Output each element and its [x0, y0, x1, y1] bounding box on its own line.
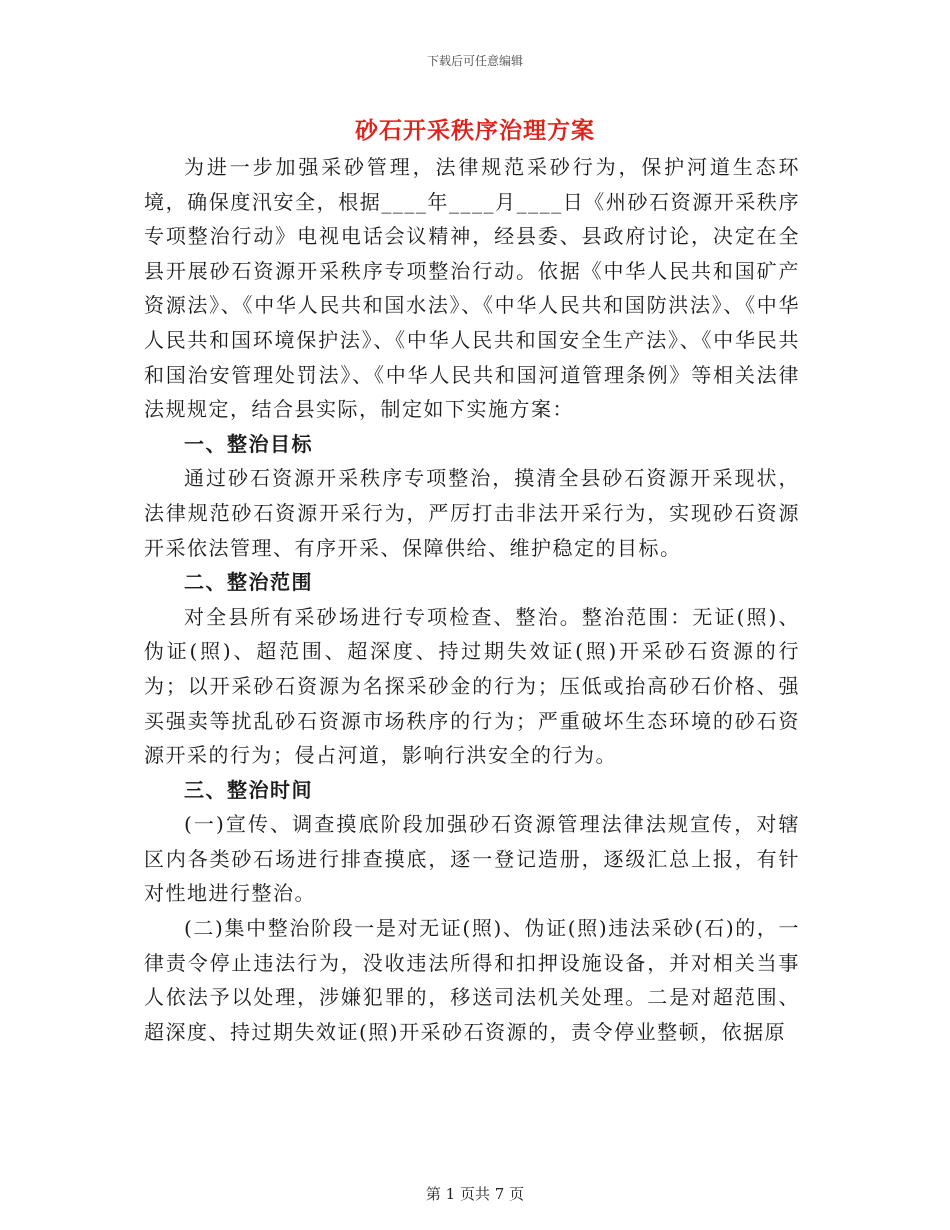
- document-title: 砂石开采秩序治理方案: [355, 117, 595, 144]
- document-body: [144, 150, 800, 1049]
- intro-paragraph: 为进一步加强采砂管理，法律规范采砂行为，保护河道生态环境，确保度汛安全，根据____年____月____日《州砂石资源开采秩序专项整治行动》电视电话会议精神，经县委、县政府讨论，决定在全县开展砂石资源开采秩序专项整治行动。依据《中华人民共和国矿产资源法》、《中华人民共和国水法》、《中华人民共和国防洪法》、《中华人民共和国环境保护法》、《中华人民共和国安全生产法》、《中华民共和国治安管理处罚法》、《中华人民共和国河道管理条例》等相关法律法规规定，结合县实际，制定如下实施方案：: [144, 155, 800, 422]
- section-paragraph-scope: 对全县所有采砂场进行专项检查、整治。整治范围：无证(照)、伪证(照)、超范围、超深度、持过期失效证(照)开采砂石资源的行为；以开采砂石资源为名探采砂金的行为；压低或抬高砂石价格、强买强卖等扰乱砂石资源市场秩序的行为；严重破坏生态环境的砂石资源开采的行为；侵占河道，影响行洪安全的行为。: [144, 604, 800, 768]
- section-heading-scope: 二、整治范围: [184, 570, 313, 595]
- section-paragraph-goals: 通过砂石资源开采秩序专项整治，摸清全县砂石资源开采现状，法律规范砂石资源开采行为，严厉打击非法开采行为，实现砂石资源开采依法管理、有序开采、保障供给、维护稳定的目标。: [144, 466, 800, 560]
- page-header: 下载后可任意编辑: [426, 54, 523, 68]
- section-paragraph-time-2: (二)集中整治阶段一是对无证(照)、伪证(照)违法采砂(石)的，一律责令停止违法行为，没收违法所得和扣押设施设备，并对相关当事人依法予以处理，涉嫌犯罪的，移送司法机关处理。二是对超范围、超深度、持过期失效证(照)开采砂石资源的，责令停业整顿，依据原: [144, 916, 800, 1044]
- page-footer: 第 1 页共 7 页: [425, 1185, 525, 1203]
- section-heading-goals: 一、整治目标: [184, 431, 313, 456]
- section-heading-time: 三、整治时间: [184, 777, 313, 802]
- section-paragraph-time-1: (一)宣传、调查摸底阶段加强砂石资源管理法律法规宣传，对辖区内各类砂石场进行排查摸底，逐一登记造册，逐级汇总上报，有针对性地进行整治。: [144, 812, 800, 906]
